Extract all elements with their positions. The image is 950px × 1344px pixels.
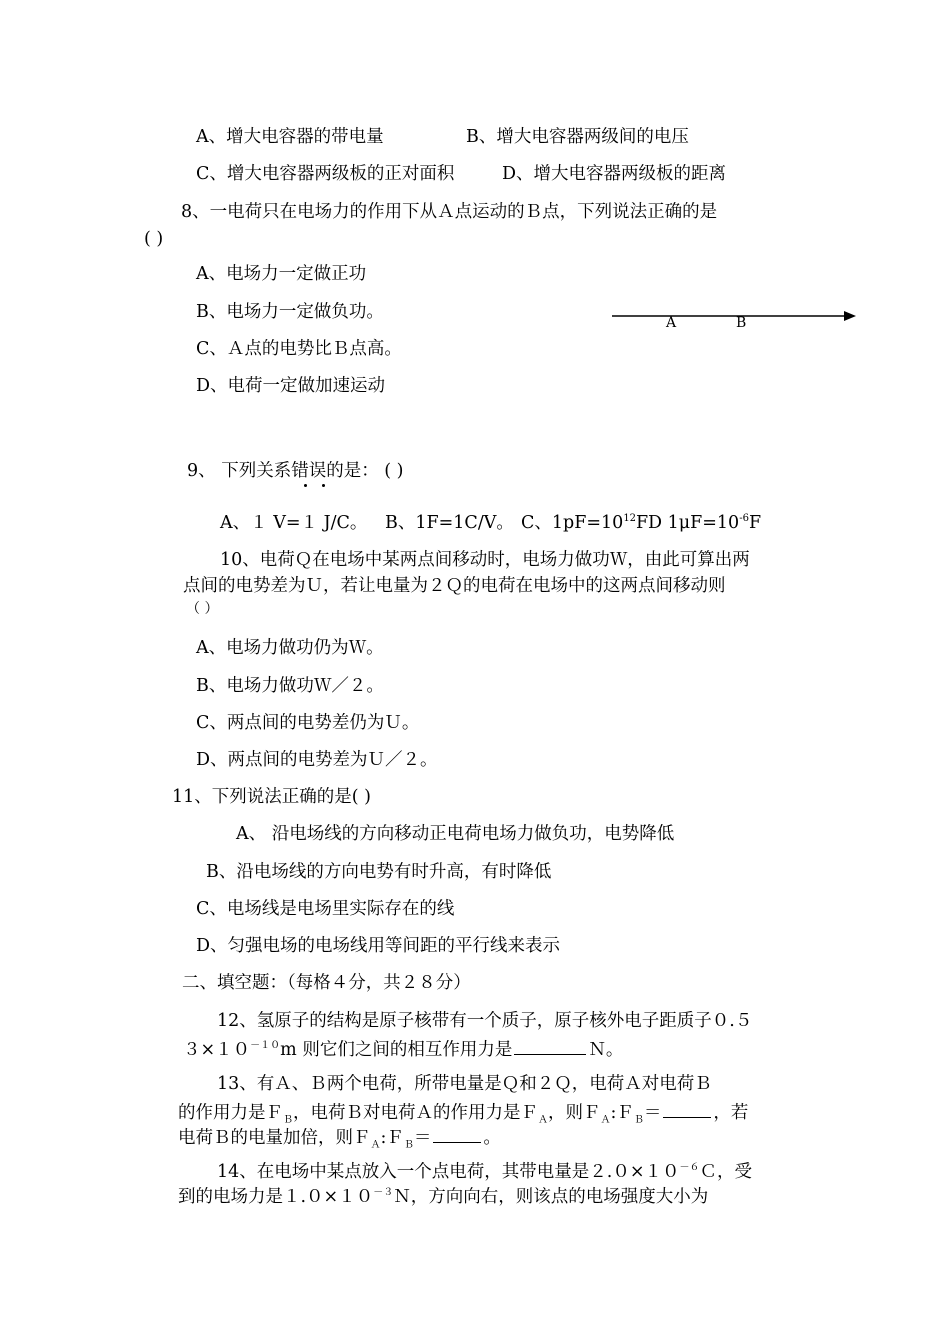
field-line-figure [606,306,862,336]
fill-in-blank[interactable] [433,1124,481,1143]
q10-stem-line2: 点间的电势差为Ｕ，若让电量为２Ｑ的电荷在电场中的这两点间移动则 [183,576,726,596]
q7-option-b: B、增大电容器两级间的电压 [466,127,689,147]
q8-option-a: A、电场力一定做正功 [196,264,367,284]
q13-stem-line3: 电荷Ｂ的电量加倍，则Ｆ$_A$:Ｆ$_B$＝ 。 [178,1124,501,1149]
q10-answer-paren: （ ） [186,601,219,617]
q9-option-d: D $1\mu F=10^{-6}F$ [648,513,762,533]
q11-stem: 11、下列说法正确的是( ) [172,787,371,807]
emphasis-dot [304,484,307,487]
q11-option-a: A、 沿电场线的方向移动正电荷电场力做负功，电势降低 [236,824,675,844]
fill-in-blank[interactable] [514,1036,586,1055]
fill-in-blank[interactable] [663,1099,711,1118]
q8-answer-paren: ( ) [144,229,164,249]
q8-option-d: D、电荷一定做加速运动 [196,376,386,396]
q14-stem-line1: 14、在电场中某点放入一个点电荷，其带电量是$2.0\times 10^{-6}C$，受 [217,1162,752,1182]
q9-stem: 9、 下列关系错误的是： ( ) [187,461,404,481]
point-b-label: B [736,315,747,331]
q7-option-c: C、增大电容器两级板的正对面积 [196,164,455,184]
q10-option-a: A、电场力做功仍为Ｗ。 [196,638,384,658]
field-line-arrowhead [844,311,856,321]
q9-option-b: B、1F=1C/V。 [385,513,514,533]
q12-stem-line1: 12、氢原子的结构是原子核带有一个质子，原子核外电子距质子０.５ [217,1011,753,1031]
q9-option-a: A、１ V=１ J/C。 [220,513,368,533]
q11-option-b: B、沿电场线的方向电势有时升高，有时降低 [206,862,552,882]
q12-stem-line2: $3\times 10^{-10}m$ 则它们之间的相互作用力是 Ｎ。 [183,1036,623,1061]
q14-stem-line2: 到的电场力是$1.0\times 10^{-3}N$，方向向右，则该点的电场强度大小为 [178,1187,709,1207]
q8-stem: 8、一电荷只在电场力的作用下从Ａ点运动的Ｂ点，下列说法正确的是 [181,202,718,222]
q11-option-d: D、匀强电场的电场线用等间距的平行线来表示 [196,936,561,956]
point-a-label: A [666,315,677,331]
q10-option-b: B、电场力做功Ｗ／２。 [196,676,384,696]
q7-option-d: D、增大电容器两级板的距离 [502,164,727,184]
q10-option-d: D、两点间的电势差为Ｕ／２。 [196,750,438,770]
q8-option-c: C、Ａ点的电势比Ｂ点高。 [196,339,402,359]
q9-option-c: C、$1pF=10^{12}F$ [521,513,649,533]
q7-option-a: A、增大电容器的带电量 [196,127,384,147]
q10-stem-line1: 10、电荷Ｑ在电场中某两点间移动时，电场力做功Ｗ，由此可算出两 [220,550,750,570]
section-title: 二、填空题：（每格４分，共２８分） [182,973,471,993]
emphasis-dot [322,484,325,487]
q10-option-c: C、两点间的电势差仍为Ｕ。 [196,713,420,733]
q11-option-c: C、电场线是电场里实际存在的线 [196,899,455,919]
q13-stem-line2: 的作用力是Ｆ$_B$，电荷Ｂ对电荷Ａ的作用力是Ｆ$_A$，则Ｆ$_A$:Ｆ$_B$＝ ，若 [178,1099,748,1124]
q13-stem-line1: 13、有Ａ、Ｂ两个电荷，所带电量是Ｑ和２Ｑ，电荷Ａ对电荷Ｂ [217,1074,712,1094]
q8-option-b: B、电场力一定做负功。 [196,302,384,322]
